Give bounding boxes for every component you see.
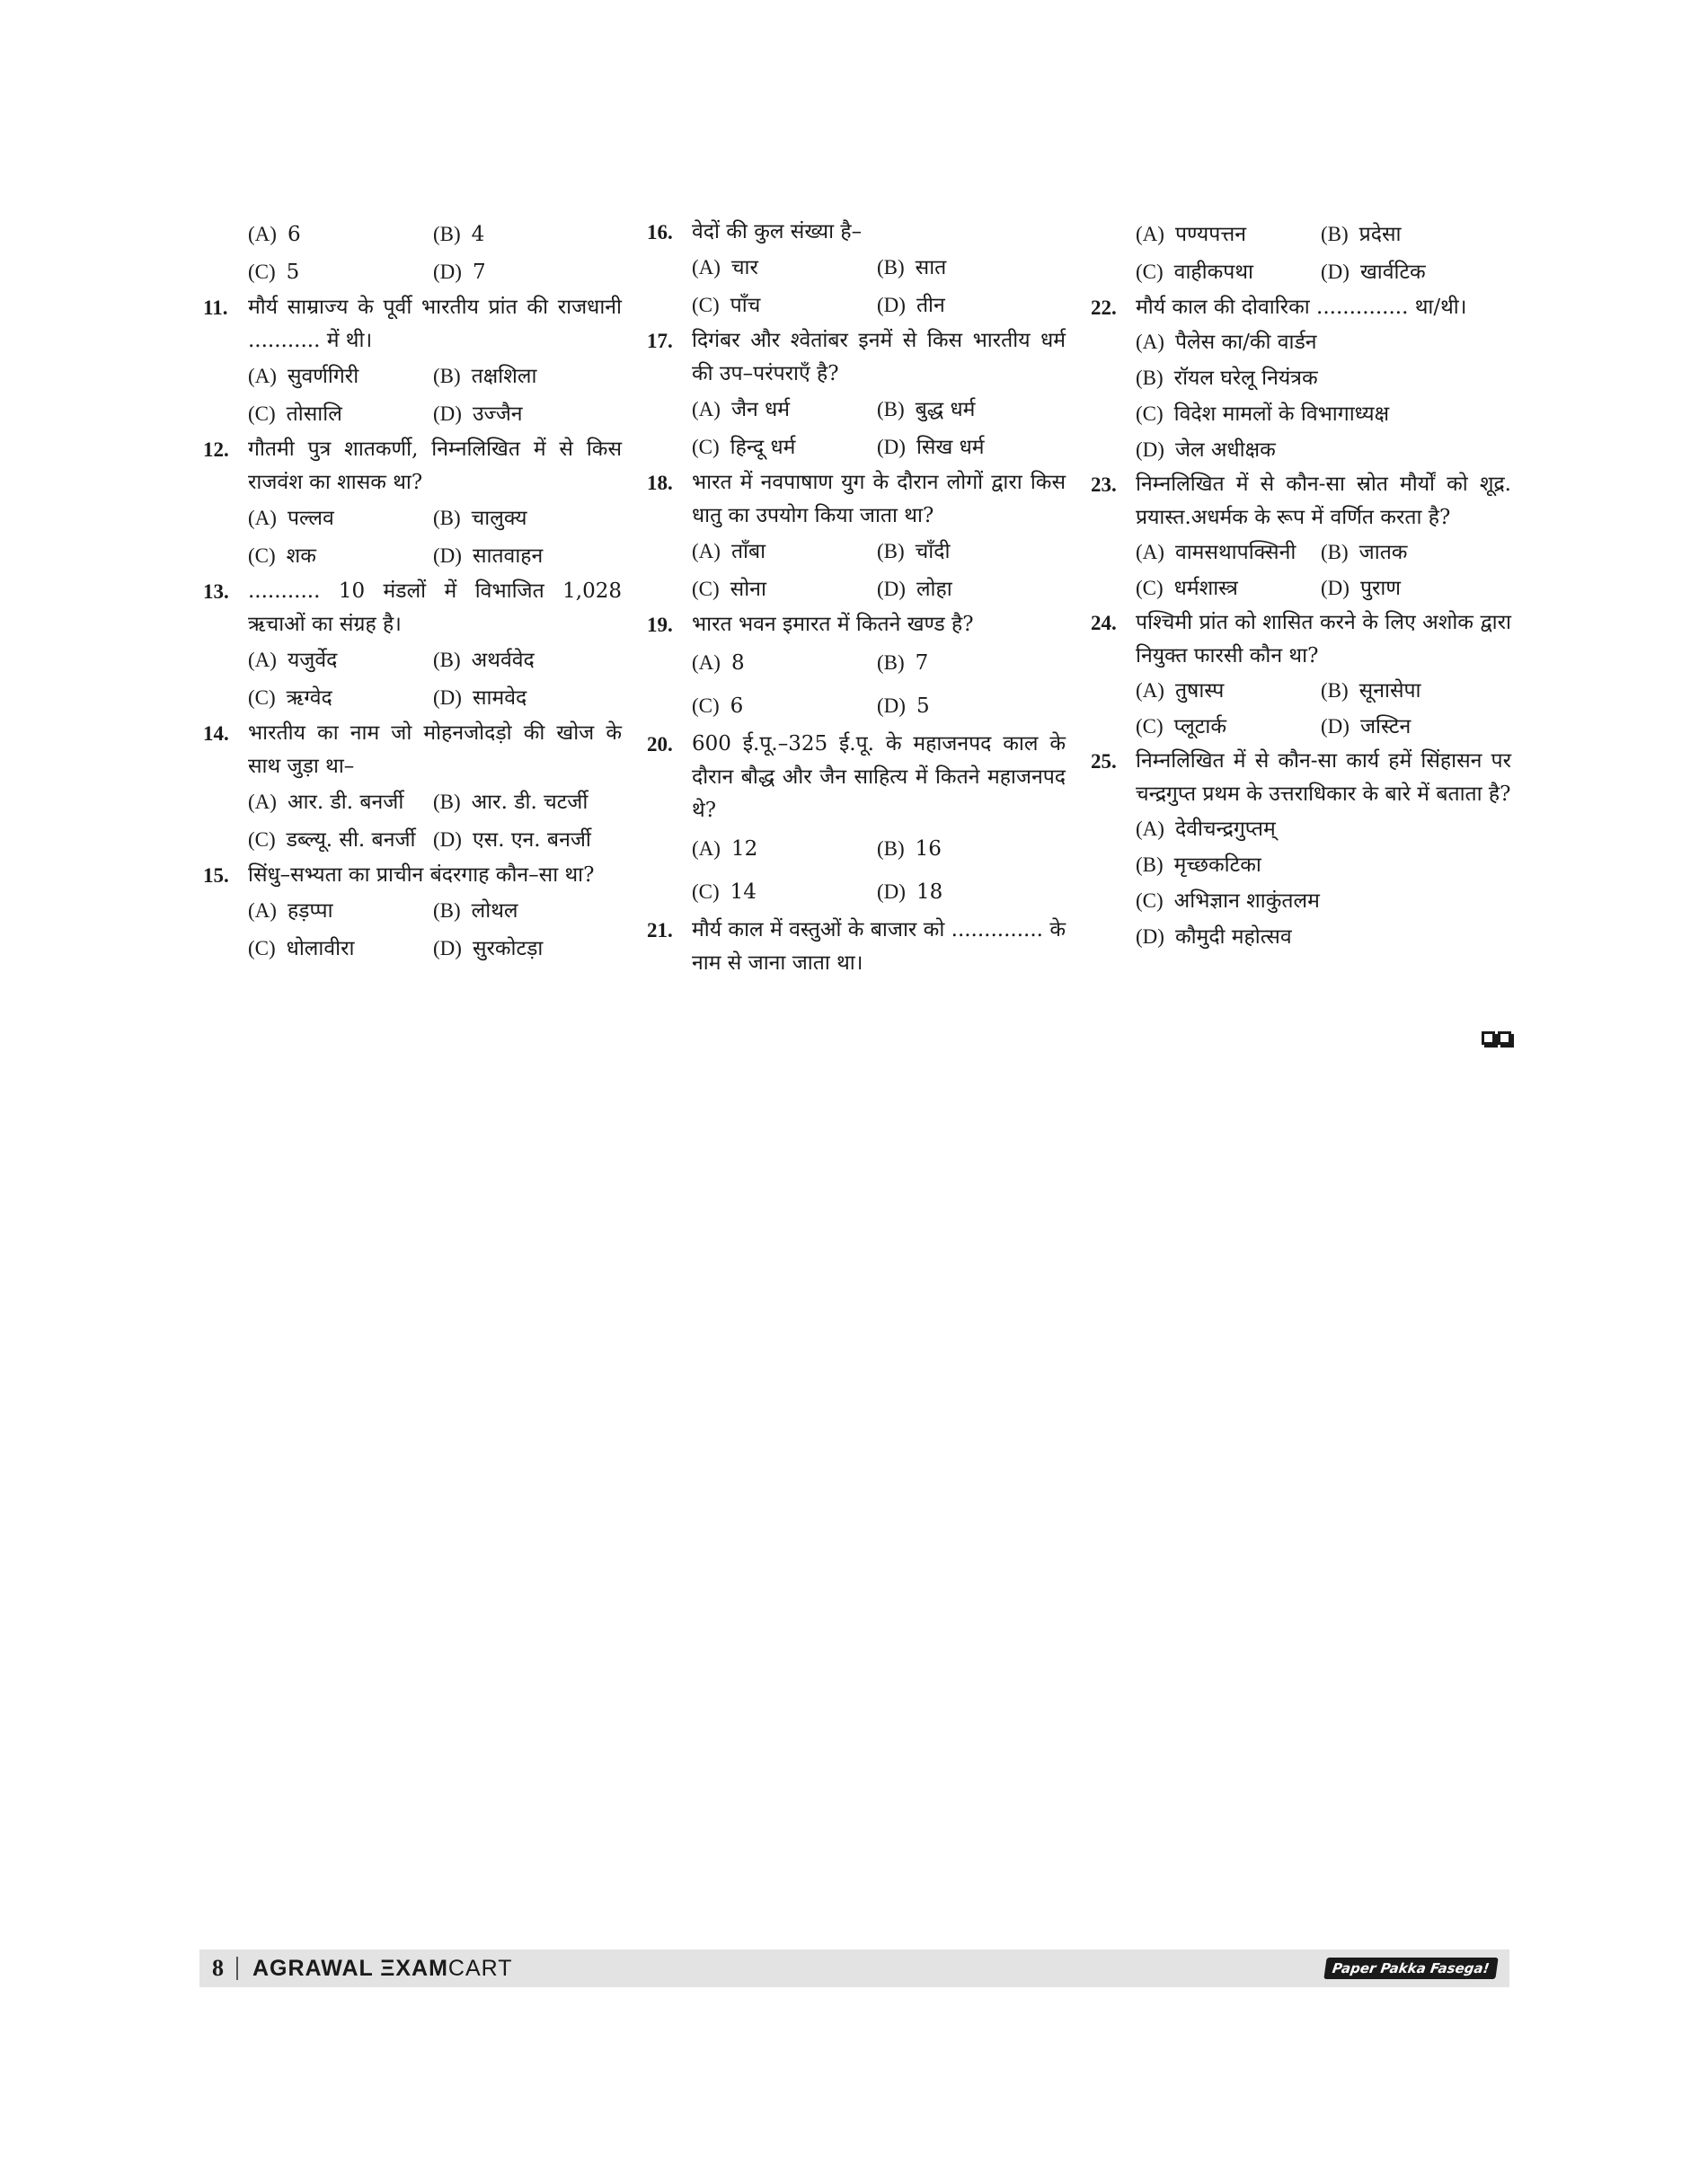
question-16: [647, 216, 1066, 249]
option-d: (D) सुरकोटड़ा: [433, 937, 544, 960]
options-q11: [203, 358, 622, 433]
page-number: 8: [212, 1955, 224, 1981]
option-b: (B) चाँदी: [877, 540, 951, 563]
option-c: (C) तोसालि: [248, 402, 342, 426]
option-d: (D) कौमुदी महोत्सव: [1136, 925, 1292, 949]
option-a: (A) पल्लव: [248, 507, 334, 530]
page-footer: [199, 1949, 1509, 1987]
question-text: 600 ई.पू.–325 ई.पू. के महाजनपद काल के दौरान बौद्ध और जैन साहित्य में कितने महाजनपद थे?: [692, 732, 1066, 822]
option-a: (A) 12: [692, 837, 758, 861]
question-text: भारतीय का नाम जो मोहनजोदड़ो की खोज के साथ जुड़ा था–: [248, 721, 622, 778]
question-12: [203, 433, 622, 499]
options-q21: [1091, 216, 1511, 291]
brand-name-bold: AGRAWAL ΞXAM: [252, 1955, 448, 1981]
question-number: 25.: [1091, 750, 1117, 773]
option-c: (C) धोलावीरा: [248, 937, 355, 960]
question-text: सिंधु–सभ्यता का प्राचीन बंदरगाह कौन–सा था?: [248, 863, 595, 887]
option-d: (D) उज्जैन: [433, 402, 523, 426]
option-d: (D) सातवाहन: [433, 544, 544, 568]
option-b: (B) बुद्ध धर्म: [877, 398, 976, 421]
question-number: 17.: [647, 330, 673, 352]
question-15: [203, 859, 622, 892]
option-b: (B) मृच्छकटिका: [1136, 853, 1261, 877]
option-a: (A) सुवर्णगिरी: [248, 365, 359, 388]
option-d: (D) जस्टिन: [1321, 715, 1412, 738]
question-text: भारत में नवपाषाण युग के दौरान लोगों द्वारा किस धातु का उपयोग किया जाता था?: [692, 471, 1066, 527]
option-b: (B) प्रदेसा: [1321, 223, 1402, 246]
options-q19: [647, 641, 1066, 728]
question-25: [1091, 745, 1511, 811]
question-text: मौर्य काल की दोवारिका .............. था/थी।: [1136, 296, 1467, 319]
option-a: (A) पैलेस का/की वार्डन: [1136, 331, 1317, 354]
option-d: (D) 18: [877, 880, 943, 904]
option-d: (D) सिख धर्म: [877, 436, 985, 459]
question-14: [203, 717, 622, 783]
options-q17: [647, 391, 1066, 466]
question-number: 23.: [1091, 473, 1117, 496]
options-q15: [203, 892, 622, 968]
option-b: (B) 7: [877, 651, 929, 675]
option-d: (D) 7: [433, 261, 486, 284]
options-q16: [647, 249, 1066, 324]
option-c: (C) ऋग्वेद: [248, 686, 332, 710]
option-c: (C) 5: [248, 261, 300, 284]
question-17: [647, 324, 1066, 391]
options-q25: [1091, 811, 1511, 955]
option-a: (A) वामसथापक्सिनी: [1136, 541, 1296, 564]
options-q23: [1091, 535, 1511, 606]
question-number: 21.: [647, 919, 673, 941]
question-page-content: [203, 216, 1511, 1078]
column-3: [1091, 216, 1511, 955]
option-a: (A) 8: [692, 651, 745, 675]
option-c: (C) पाँच: [692, 294, 761, 317]
question-20: [647, 728, 1066, 827]
question-23: [1091, 468, 1511, 535]
options-q22: [1091, 324, 1511, 468]
options-q10: [203, 216, 622, 291]
options-q13: [203, 641, 622, 717]
option-b: (B) तक्षशिला: [433, 365, 537, 388]
option-c: (C) 14: [692, 880, 757, 904]
question-text: पश्चिमी प्रांत को शासित करने के लिए अशोक द्वारा नियुक्त फारसी कौन था?: [1136, 611, 1511, 667]
option-a: (A) 6: [248, 223, 301, 246]
option-b: (B) चालुक्य: [433, 507, 527, 530]
option-b: (B) 4: [433, 223, 485, 246]
option-d: (D) खार्वटिक: [1321, 261, 1426, 284]
option-d: (D) सामवेद: [433, 686, 527, 710]
question-21: [647, 914, 1066, 980]
option-d: (D) लोहा: [877, 578, 952, 601]
option-c: (C) डब्ल्यू. सी. बनर्जी: [248, 828, 416, 852]
option-d: (D) 5: [877, 694, 930, 718]
question-number: 16.: [647, 221, 673, 243]
question-number: 22.: [1091, 296, 1117, 319]
square-icon: [1498, 1031, 1511, 1045]
question-text: गौतमी पुत्र शातकर्णी, निम्नलिखित में से किस राजवंश का शासक था?: [248, 438, 622, 494]
question-number: 11.: [203, 296, 228, 319]
option-a: (A) आर. डी. बनर्जी: [248, 791, 404, 814]
column-1: [203, 216, 622, 968]
option-a: (A) पण्यपत्तन: [1136, 223, 1246, 246]
question-text: मौर्य साम्राज्य के पूर्वी भारतीय प्रांत की राजधानी ........... में थी।: [248, 296, 622, 352]
question-number: 12.: [203, 438, 229, 461]
options-q18: [647, 533, 1066, 608]
option-a: (A) जैन धर्म: [692, 398, 790, 421]
question-19: [647, 608, 1066, 641]
question-number: 13.: [203, 580, 229, 603]
option-c: (C) धर्मशास्त्र: [1136, 577, 1238, 600]
options-q14: [203, 783, 622, 859]
question-number: 20.: [647, 733, 673, 756]
option-c: (C) प्लूटार्क: [1136, 715, 1226, 738]
question-number: 14.: [203, 722, 229, 745]
option-b: (B) सूनासेपा: [1321, 679, 1421, 703]
option-b: (B) आर. डी. चटर्जी: [433, 791, 589, 814]
options-q20: [647, 827, 1066, 914]
question-text: निम्नलिखित में से कौन-सा कार्य हमें सिंहासन पर चन्द्रगुप्त प्रथम के उत्तराधिकार के बारे में बताता है?: [1136, 749, 1511, 806]
option-b: (B) रॉयल घरेलू नियंत्रक: [1136, 367, 1318, 390]
question-number: 15.: [203, 864, 229, 887]
option-a: (A) तुषास्प: [1136, 679, 1225, 703]
option-b: (B) सात: [877, 256, 947, 279]
question-13: [203, 575, 622, 641]
question-number: 24.: [1091, 612, 1117, 634]
question-22: [1091, 291, 1511, 324]
option-c: (C) हिन्दू धर्म: [692, 436, 796, 459]
option-a: (A) चार: [692, 256, 758, 279]
option-b: (B) अथर्ववेद: [433, 649, 535, 672]
option-a: (A) हड़प्पा: [248, 899, 333, 923]
question-text: निम्नलिखित में से कौन-सा स्रोत मौर्यों को शूद्र. प्रयास्त.अधर्मक के रूप में वर्णित करता है?: [1136, 473, 1511, 529]
question-text: ........... 10 मंडलों में विभाजित 1,028 ऋचाओं का संग्रह है।: [248, 579, 622, 636]
column-2: [647, 216, 1066, 980]
option-d: (D) पुराण: [1321, 577, 1401, 600]
option-a: (A) देवीचन्द्रगुप्तम्: [1136, 818, 1276, 841]
option-c: (C) शक: [248, 544, 316, 568]
option-d: (D) जेल अधीक्षक: [1136, 438, 1276, 462]
option-d: (D) एस. एन. बनर्जी: [433, 828, 591, 852]
option-c: (C) 6: [692, 694, 744, 718]
option-b: (B) जातक: [1321, 541, 1408, 564]
option-c: (C) अभिज्ञान शाकुंतलम: [1136, 889, 1320, 913]
option-c: (C) सोना: [692, 578, 766, 601]
question-text: भारत भवन इमारत में कितने खण्ड है?: [692, 613, 974, 636]
question-text: वेदों की कुल संख्या है–: [692, 220, 863, 243]
question-text: दिगंबर और श्वेतांबर इनमें से किस भारतीय धर्म की उप–परंपराएँ है?: [692, 329, 1066, 385]
tagline-badge: Paper Pakka Fasega!: [1324, 1958, 1499, 1979]
brand-logo: [252, 1956, 513, 1982]
option-d: (D) तीन: [877, 294, 945, 317]
question-text: मौर्य काल में वस्तुओं के बाजार को .............. के नाम से जाना जाता था।: [692, 918, 1066, 975]
brand-name-light: CART: [447, 1955, 513, 1981]
options-q24: [1091, 673, 1511, 745]
question-24: [1091, 606, 1511, 673]
question-11: [203, 291, 622, 358]
options-q12: [203, 499, 622, 575]
question-18: [647, 466, 1066, 533]
option-c: (C) विदेश मामलों के विभागाध्यक्ष: [1136, 402, 1390, 426]
footer-divider: [236, 1957, 238, 1980]
end-of-section-icon: [1482, 1031, 1511, 1045]
question-number: 18.: [647, 472, 673, 494]
square-icon: [1482, 1031, 1495, 1045]
option-a: (A) यजुर्वेद: [248, 649, 338, 672]
question-number: 19.: [647, 614, 673, 636]
option-b: (B) 16: [877, 837, 942, 861]
option-b: (B) लोथल: [433, 899, 518, 923]
option-a: (A) ताँबा: [692, 540, 766, 563]
option-c: (C) वाहीकपथा: [1136, 261, 1253, 284]
